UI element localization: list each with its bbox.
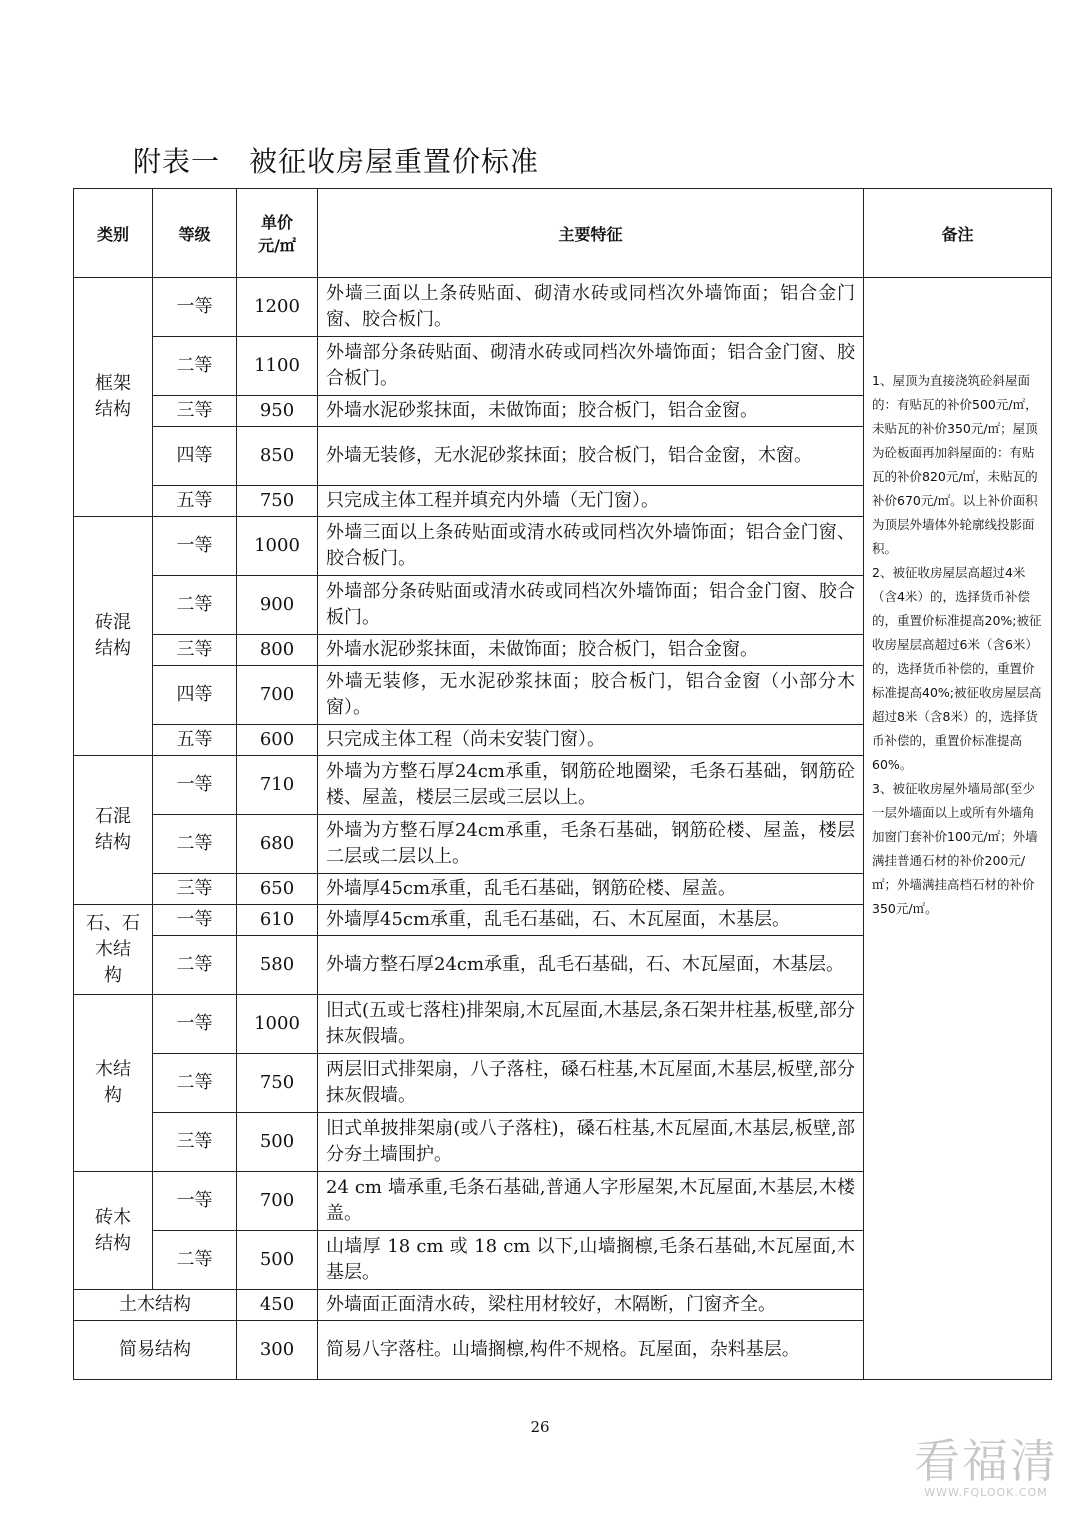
header-remarks: 备注 [864, 189, 1052, 278]
remarks-cell [864, 278, 1052, 1380]
category-cell: 土木结构 [74, 1290, 237, 1321]
watermark-logo [914, 1436, 1058, 1499]
features-cell: 24 cm 墙承重,毛条石基础,普通人字形屋架,木瓦屋面,木基层,木楼盖。 [318, 1172, 864, 1231]
category-cell [74, 995, 153, 1172]
grade-cell: 二等 [153, 337, 237, 396]
grade-cell: 五等 [153, 486, 237, 517]
grade-cell: 二等 [153, 936, 237, 995]
table-row [74, 278, 1052, 337]
price-cell: 1200 [237, 278, 318, 337]
page-title: 附表一 被征收房屋重置价标准 [133, 145, 540, 178]
price-cell: 850 [237, 427, 318, 486]
price-cell: 700 [237, 1172, 318, 1231]
grade-cell: 一等 [153, 905, 237, 936]
features-cell: 外墙部分条砖贴面、砌清水砖或同档次外墙饰面；铝合金门窗、胶合板门。 [318, 337, 864, 396]
category-cell [74, 278, 153, 517]
features-cell: 旧式(五或七落柱)排架扇,木瓦屋面,木基层,条石架井柱基,板壁,部分抹灰假墙。 [318, 995, 864, 1054]
remark-item: 3、被征收房屋外墙局部(至少一层外墙面以上或所有外墙角加窗门套补价100元/㎡；外墙满挂普通石材的补价200元/㎡；外墙满挂高档石材的补价350元/㎡。 [872, 781, 1038, 916]
category-label: 砖混 结构 [95, 612, 131, 659]
features-cell: 外墙厚45cm承重，乱毛石基础，钢筋砼楼、屋盖。 [318, 874, 864, 905]
features-cell: 外墙面正面清水砖，梁柱用材较好，木隔断，门窗齐全。 [318, 1290, 864, 1321]
category-cell [74, 1172, 153, 1290]
header-price-line2: 元/㎡ [258, 236, 296, 255]
price-cell: 500 [237, 1231, 318, 1290]
grade-cell: 一等 [153, 278, 237, 337]
price-cell: 450 [237, 1290, 318, 1321]
price-cell: 750 [237, 486, 318, 517]
price-cell: 1000 [237, 995, 318, 1054]
grade-cell: 三等 [153, 1113, 237, 1172]
price-cell: 300 [237, 1321, 318, 1380]
header-grade: 等级 [153, 189, 237, 278]
remark-item: 2、被征收房屋层高超过4米（含4米）的，选择货币补偿的，重置价标准提高20%;被征收房屋层高超过6米（含6米）的，选择货币补偿的，重置价标准提高40%;被征收房屋层高超过8米（含8米）的，选择货币补偿的，重置价标准提高60%。 [872, 565, 1042, 772]
features-cell: 外墙方整石厚24cm承重，乱毛石基础，石、木瓦屋面，木基层。 [318, 936, 864, 995]
grade-cell: 三等 [153, 635, 237, 666]
price-cell: 680 [237, 815, 318, 874]
price-cell: 1000 [237, 517, 318, 576]
price-cell: 600 [237, 725, 318, 756]
features-cell: 外墙无装修，无水泥砂浆抹面；胶合板门，铝合金窗（小部分木窗）。 [318, 666, 864, 725]
grade-cell: 四等 [153, 427, 237, 486]
grade-cell: 三等 [153, 874, 237, 905]
header-price [237, 189, 318, 278]
features-cell: 外墙为方整石厚24cm承重，毛条石基础，钢筋砼楼、屋盖，楼层二层或二层以上。 [318, 815, 864, 874]
price-cell: 650 [237, 874, 318, 905]
features-cell: 外墙厚45cm承重，乱毛石基础，石、木瓦屋面，木基层。 [318, 905, 864, 936]
grade-cell: 二等 [153, 576, 237, 635]
table-header-row [74, 189, 1052, 278]
features-cell: 只完成主体工程并填充内外墙（无门窗）。 [318, 486, 864, 517]
price-cell: 700 [237, 666, 318, 725]
price-cell: 1100 [237, 337, 318, 396]
price-cell: 950 [237, 396, 318, 427]
remark-item: 1、屋顶为直接浇筑砼斜屋面的：有贴瓦的补价500元/㎡，未贴瓦的补价350元/㎡；屋顶为砼板面再加斜屋面的：有贴瓦的补价820元/㎡，未贴瓦的补价670元/㎡。以上补价面积为顶层外墙体外轮廓线投影面积。 [872, 373, 1038, 556]
price-cell: 610 [237, 905, 318, 936]
features-cell: 外墙水泥砂浆抹面，未做饰面；胶合板门，铝合金窗。 [318, 635, 864, 666]
price-cell: 500 [237, 1113, 318, 1172]
category-cell [74, 517, 153, 756]
price-cell: 580 [237, 936, 318, 995]
grade-cell: 一等 [153, 517, 237, 576]
grade-cell: 二等 [153, 815, 237, 874]
category-label: 木结 构 [95, 1059, 131, 1106]
features-cell: 旧式单披排架扇(或八子落柱)，磉石柱基,木瓦屋面,木基层,板壁,部分夯土墙围护。 [318, 1113, 864, 1172]
features-cell: 只完成主体工程（尚未安装门窗）。 [318, 725, 864, 756]
grade-cell: 四等 [153, 666, 237, 725]
price-cell: 800 [237, 635, 318, 666]
price-cell: 900 [237, 576, 318, 635]
watermark-text: 看福清 [914, 1434, 1058, 1488]
header-category: 类别 [74, 189, 153, 278]
grade-cell: 三等 [153, 396, 237, 427]
category-label: 石、石 木结 构 [86, 912, 140, 986]
grade-cell: 五等 [153, 725, 237, 756]
grade-cell: 一等 [153, 1172, 237, 1231]
header-price-line1: 单价 [260, 213, 293, 232]
price-cell: 750 [237, 1054, 318, 1113]
category-label: 石混 结构 [95, 806, 131, 853]
features-cell: 简易八字落柱。山墙搁檩,构件不规格。瓦屋面，杂料基层。 [318, 1321, 864, 1380]
category-cell: 简易结构 [74, 1321, 237, 1380]
category-cell [74, 756, 153, 905]
watermark-url: WWW.FQLOOK.COM [924, 1486, 1048, 1499]
features-cell: 外墙三面以上条砖贴面或清水砖或同档次外墙饰面；铝合金门窗、胶合板门。 [318, 517, 864, 576]
grade-cell: 二等 [153, 1231, 237, 1290]
header-features: 主要特征 [318, 189, 864, 278]
page-number: 26 [530, 1418, 550, 1436]
grade-cell: 一等 [153, 756, 237, 815]
features-cell: 两层旧式排架扇，八子落柱，磉石柱基,木瓦屋面,木基层,板壁,部分抹灰假墙。 [318, 1054, 864, 1113]
features-cell: 外墙无装修，无水泥砂浆抹面；胶合板门，铝合金窗，木窗。 [318, 427, 864, 486]
category-label: 砖木 结构 [95, 1206, 131, 1254]
features-cell: 外墙水泥砂浆抹面，未做饰面；胶合板门，铝合金窗。 [318, 396, 864, 427]
grade-cell: 一等 [153, 995, 237, 1054]
features-cell: 山墙厚 18 cm 或 18 cm 以下,山墙搁檩,毛条石基础,木瓦屋面,木基层。 [318, 1231, 864, 1290]
features-cell: 外墙为方整石厚24cm承重，钢筋砼地圈梁，毛条石基础，钢筋砼楼、屋盖，楼层三层或三层以上。 [318, 756, 864, 815]
price-standard-table [73, 188, 1052, 1380]
remarks-content [872, 278, 1045, 921]
category-cell [74, 905, 153, 995]
features-cell: 外墙三面以上条砖贴面、砌清水砖或同档次外墙饰面；铝合金门窗、胶合板门。 [318, 278, 864, 337]
price-cell: 710 [237, 756, 318, 815]
category-label: 框架 结构 [95, 373, 131, 420]
grade-cell: 二等 [153, 1054, 237, 1113]
features-cell: 外墙部分条砖贴面或清水砖或同档次外墙饰面；铝合金门窗、胶合板门。 [318, 576, 864, 635]
